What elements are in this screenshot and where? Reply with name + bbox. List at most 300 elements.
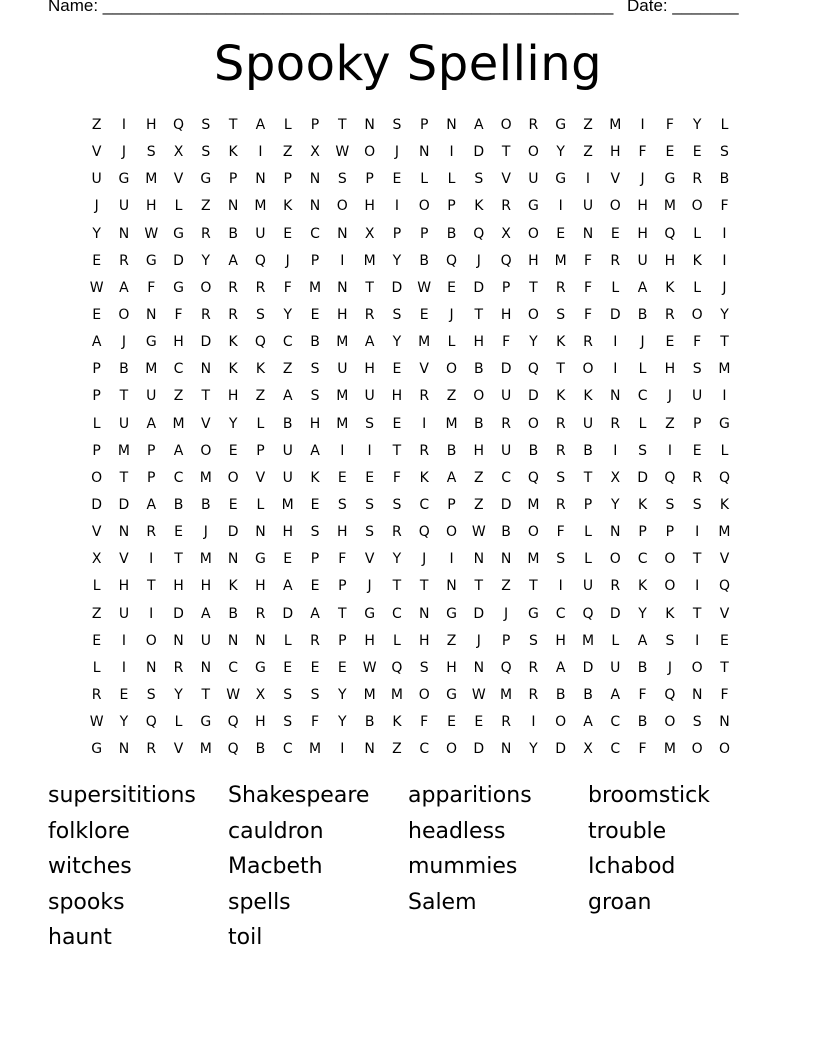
grid-letter: S bbox=[310, 686, 320, 703]
grid-letter: B bbox=[228, 225, 238, 242]
grid-letter: V bbox=[173, 741, 184, 758]
grid-letter: E bbox=[283, 659, 293, 676]
grid-letter: E bbox=[419, 306, 429, 323]
grid-letter: R bbox=[364, 306, 375, 323]
grid-letter: R bbox=[610, 578, 621, 595]
grid-letter: N bbox=[200, 361, 212, 378]
grid-letter: O bbox=[473, 388, 485, 405]
grid-letter: W bbox=[89, 714, 104, 731]
word-search-grid bbox=[83, 114, 738, 765]
grid-letter: A bbox=[91, 334, 102, 351]
grid-letter: K bbox=[637, 578, 648, 595]
grid-letter: S bbox=[392, 117, 402, 133]
grid-letter: Q bbox=[254, 334, 266, 351]
grid-letter: P bbox=[310, 551, 320, 568]
grid-letter: O bbox=[609, 198, 621, 215]
grid-letter: O bbox=[418, 686, 430, 703]
word-list-item: spells bbox=[228, 889, 291, 915]
grid-letter: E bbox=[392, 361, 402, 378]
grid-letter: P bbox=[92, 442, 101, 459]
grid-letter: H bbox=[664, 252, 676, 269]
word-list-item: groan bbox=[588, 889, 652, 915]
grid-letter: T bbox=[529, 578, 538, 595]
grid-letter: N bbox=[227, 632, 239, 649]
grid-letter: R bbox=[146, 741, 157, 758]
grid-letter: V bbox=[201, 415, 211, 432]
grid-letter: Z bbox=[665, 415, 675, 432]
grid-letter: Z bbox=[392, 741, 402, 758]
grid-letter: U bbox=[692, 388, 703, 405]
grid-letter: R bbox=[173, 659, 184, 676]
grid-letter: J bbox=[667, 659, 672, 676]
grid-letter: D bbox=[473, 741, 485, 758]
grid-letter: I bbox=[258, 144, 263, 161]
word-list-item: toil bbox=[228, 925, 263, 950]
grid-letter: R bbox=[419, 388, 430, 405]
grid-letter: F bbox=[174, 306, 183, 323]
grid-letter: N bbox=[691, 686, 703, 703]
grid-letter: B bbox=[474, 361, 484, 378]
grid-letter: D bbox=[227, 524, 239, 541]
grid-letter: W bbox=[362, 659, 377, 676]
grid-letter: O bbox=[118, 306, 130, 323]
grid-letter: M bbox=[718, 524, 731, 541]
grid-letter: T bbox=[119, 469, 129, 486]
grid-letter: C bbox=[610, 741, 621, 758]
grid-letter: O bbox=[527, 415, 539, 432]
grid-letter: S bbox=[392, 306, 402, 323]
grid-letter: P bbox=[501, 279, 511, 296]
grid-letter: J bbox=[476, 252, 481, 269]
grid-letter: X bbox=[583, 741, 593, 758]
grid-letter: M bbox=[199, 741, 212, 758]
grid-letter: S bbox=[365, 415, 375, 432]
grid-letter: D bbox=[118, 496, 130, 513]
grid-letter: I bbox=[149, 551, 154, 568]
grid-letter: G bbox=[527, 605, 539, 622]
grid-letter: X bbox=[310, 144, 320, 161]
grid-letter: H bbox=[418, 632, 430, 649]
word-list-item: folklore bbox=[48, 818, 130, 844]
grid-letter: I bbox=[667, 442, 672, 459]
grid-letter: G bbox=[664, 171, 676, 188]
grid-letter: Q bbox=[718, 469, 730, 486]
grid-letter: B bbox=[637, 714, 648, 731]
grid-letter: M bbox=[145, 171, 158, 188]
grid-letter: M bbox=[281, 496, 294, 513]
grid-letter: R bbox=[146, 524, 157, 541]
grid-letter: L bbox=[693, 279, 702, 296]
grid-letter: L bbox=[720, 117, 729, 133]
grid-letter: S bbox=[474, 171, 484, 188]
grid-letter: T bbox=[720, 334, 729, 351]
grid-letter: C bbox=[501, 469, 511, 486]
grid-letter: M bbox=[363, 686, 376, 703]
grid-letter: B bbox=[446, 225, 457, 242]
grid-letter: L bbox=[174, 714, 183, 731]
grid-letter: B bbox=[637, 659, 648, 676]
word-list-item: Shakespeare bbox=[228, 783, 370, 808]
grid-letter: L bbox=[611, 632, 620, 649]
grid-letter: S bbox=[310, 524, 320, 541]
grid-letter: G bbox=[527, 198, 539, 215]
grid-letter: A bbox=[446, 469, 457, 486]
grid-letter: G bbox=[255, 551, 266, 568]
grid-letter: P bbox=[92, 361, 101, 378]
grid-letter: M bbox=[117, 442, 130, 459]
grid-letter: S bbox=[556, 306, 566, 323]
word-list-item: haunt bbox=[48, 925, 112, 950]
grid-letter: O bbox=[582, 361, 594, 378]
grid-letter: T bbox=[174, 551, 183, 568]
grid-letter: L bbox=[447, 171, 456, 188]
grid-letter: U bbox=[528, 171, 539, 188]
grid-letter: D bbox=[473, 605, 485, 622]
grid-letter: V bbox=[173, 171, 184, 188]
grid-letter: Y bbox=[338, 714, 347, 731]
grid-letter: I bbox=[394, 198, 399, 215]
grid-letter: U bbox=[146, 388, 157, 405]
grid-letter: R bbox=[555, 496, 566, 513]
grid-letter: G bbox=[91, 741, 103, 758]
grid-letter: H bbox=[528, 252, 539, 269]
grid-letter: M bbox=[609, 117, 622, 133]
grid-letter: Z bbox=[173, 388, 184, 405]
grid-letter: U bbox=[118, 415, 130, 432]
word-list-item: trouble bbox=[588, 818, 667, 844]
grid-letter: B bbox=[282, 415, 293, 432]
grid-letter: Y bbox=[201, 252, 211, 269]
grid-letter: N bbox=[446, 578, 457, 595]
grid-letter: L bbox=[92, 578, 101, 595]
grid-letter: W bbox=[471, 686, 486, 703]
grid-letter: B bbox=[583, 686, 593, 703]
grid-letter: K bbox=[228, 578, 238, 595]
grid-letter: D bbox=[528, 388, 539, 405]
grid-letter: F bbox=[720, 686, 729, 703]
grid-letter: M bbox=[308, 279, 322, 296]
grid-letter: V bbox=[419, 361, 429, 378]
grid-letter: Z bbox=[446, 632, 457, 649]
grid-letter: O bbox=[445, 361, 458, 378]
grid-letter: Y bbox=[119, 714, 129, 731]
grid-letter: I bbox=[695, 524, 700, 541]
grid-letter: E bbox=[310, 496, 320, 513]
grid-letter: U bbox=[610, 659, 621, 676]
grid-letter: O bbox=[664, 714, 676, 731]
grid-letter: H bbox=[118, 578, 130, 595]
grid-letter: S bbox=[419, 659, 429, 676]
word-list-item: headless bbox=[408, 818, 506, 844]
grid-letter: S bbox=[556, 469, 566, 486]
grid-letter: V bbox=[91, 524, 102, 541]
grid-letter: B bbox=[446, 442, 457, 459]
grid-letter: O bbox=[336, 198, 348, 215]
grid-letter: B bbox=[255, 741, 266, 758]
grid-letter: C bbox=[228, 659, 239, 676]
grid-letter: G bbox=[145, 252, 157, 269]
grid-letter: A bbox=[583, 714, 593, 731]
grid-letter: O bbox=[445, 741, 458, 758]
grid-letter: M bbox=[199, 469, 212, 486]
grid-letter: D bbox=[391, 279, 403, 296]
grid-letter: H bbox=[200, 578, 212, 595]
grid-letter: U bbox=[500, 442, 512, 459]
grid-letter: H bbox=[664, 361, 676, 378]
grid-letter: O bbox=[200, 279, 212, 296]
grid-letter: K bbox=[310, 469, 320, 486]
grid-letter: G bbox=[364, 605, 376, 622]
word-list-item: cauldron bbox=[228, 818, 324, 844]
grid-letter: E bbox=[92, 306, 102, 323]
grid-letter: N bbox=[146, 306, 157, 323]
grid-letter: H bbox=[282, 524, 293, 541]
word-list-item: Ichabod bbox=[588, 854, 676, 879]
grid-letter: Y bbox=[174, 686, 183, 703]
grid-letter: N bbox=[227, 198, 239, 215]
grid-letter: S bbox=[310, 388, 320, 405]
grid-letter: B bbox=[501, 524, 511, 541]
grid-letter: H bbox=[173, 578, 184, 595]
grid-letter: L bbox=[447, 334, 456, 351]
grid-letter: B bbox=[119, 361, 129, 378]
grid-letter: A bbox=[282, 578, 293, 595]
grid-letter: E bbox=[365, 469, 375, 486]
grid-letter: K bbox=[719, 496, 730, 513]
grid-letter: K bbox=[665, 605, 675, 622]
grid-letter: K bbox=[228, 361, 238, 378]
grid-letter: F bbox=[638, 686, 647, 703]
grid-letter: O bbox=[91, 469, 103, 486]
grid-letter: E bbox=[92, 632, 102, 649]
grid-letter: A bbox=[555, 659, 566, 676]
grid-letter: E bbox=[474, 714, 484, 731]
grid-letter: Z bbox=[501, 578, 511, 595]
grid-letter: T bbox=[419, 578, 429, 595]
grid-letter: X bbox=[610, 469, 621, 486]
grid-letter: L bbox=[584, 551, 592, 568]
grid-letter: R bbox=[692, 171, 703, 188]
grid-letter: R bbox=[555, 442, 566, 459]
grid-letter: T bbox=[692, 551, 702, 568]
grid-letter: T bbox=[392, 578, 402, 595]
grid-letter: O bbox=[527, 144, 539, 161]
grid-letter: E bbox=[692, 442, 702, 459]
grid-letter: M bbox=[527, 496, 540, 513]
grid-letter: T bbox=[501, 144, 511, 161]
grid-letter: W bbox=[226, 686, 241, 703]
grid-letter: M bbox=[145, 361, 158, 378]
grid-letter: R bbox=[501, 415, 511, 432]
grid-letter: E bbox=[228, 442, 238, 459]
grid-letter: T bbox=[392, 442, 402, 459]
grid-letter: A bbox=[364, 334, 375, 351]
grid-letter: V bbox=[91, 144, 102, 161]
grid-letter: H bbox=[610, 144, 621, 161]
grid-letter: N bbox=[309, 171, 321, 188]
grid-letter: U bbox=[582, 415, 594, 432]
grid-letter: Z bbox=[474, 469, 484, 486]
grid-letter: P bbox=[365, 171, 374, 188]
grid-letter: F bbox=[556, 524, 565, 541]
grid-letter: I bbox=[340, 442, 345, 459]
grid-letter: D bbox=[609, 306, 621, 323]
grid-letter: O bbox=[418, 198, 430, 215]
grid-letter: I bbox=[613, 361, 618, 378]
word-list-item: broomstick bbox=[588, 783, 710, 808]
grid-letter: L bbox=[584, 524, 592, 541]
grid-letter: J bbox=[94, 198, 99, 215]
grid-letter: A bbox=[637, 279, 648, 296]
grid-letter: V bbox=[719, 605, 730, 622]
grid-letter: R bbox=[119, 252, 129, 269]
grid-letter: T bbox=[146, 578, 156, 595]
grid-letter: I bbox=[121, 632, 127, 649]
grid-letter: N bbox=[610, 524, 621, 541]
grid-letter: W bbox=[417, 279, 432, 296]
grid-letter: M bbox=[445, 415, 458, 432]
grid-letter: H bbox=[337, 306, 348, 323]
grid-letter: P bbox=[92, 388, 101, 405]
grid-letter: S bbox=[665, 496, 675, 513]
grid-letter: I bbox=[640, 117, 645, 133]
grid-letter: D bbox=[200, 334, 212, 351]
grid-letter: V bbox=[364, 551, 375, 568]
grid-letter: C bbox=[637, 551, 648, 568]
grid-letter: R bbox=[228, 279, 238, 296]
grid-letter: R bbox=[501, 198, 511, 215]
grid-letter: S bbox=[365, 524, 375, 541]
grid-letter: I bbox=[722, 252, 727, 269]
grid-letter: E bbox=[337, 469, 347, 486]
grid-letter: T bbox=[338, 605, 347, 622]
grid-letter: D bbox=[609, 605, 621, 622]
grid-letter: R bbox=[692, 469, 703, 486]
grid-letter: A bbox=[610, 686, 621, 703]
grid-letter: C bbox=[282, 334, 293, 351]
grid-letter: H bbox=[364, 198, 375, 215]
grid-letter: O bbox=[527, 225, 539, 242]
grid-letter: F bbox=[693, 334, 702, 351]
grid-letter: J bbox=[285, 252, 290, 269]
grid-letter: Z bbox=[282, 361, 293, 378]
grid-letter: N bbox=[719, 714, 730, 731]
word-list-item: Salem bbox=[408, 889, 477, 915]
grid-letter: F bbox=[583, 306, 593, 323]
grid-letter: N bbox=[446, 117, 457, 133]
grid-letter: O bbox=[445, 524, 458, 541]
grid-letter: E bbox=[692, 144, 702, 161]
grid-letter: R bbox=[392, 524, 402, 541]
grid-letter: B bbox=[719, 171, 730, 188]
grid-letter: H bbox=[637, 198, 648, 215]
grid-letter: S bbox=[310, 361, 320, 378]
grid-letter: I bbox=[695, 632, 700, 649]
grid-letter: N bbox=[500, 551, 512, 568]
grid-letter: H bbox=[337, 524, 348, 541]
grid-letter: W bbox=[89, 279, 104, 296]
grid-letter: J bbox=[640, 171, 645, 188]
grid-letter: I bbox=[558, 578, 563, 595]
grid-letter: D bbox=[500, 361, 512, 378]
grid-letter: E bbox=[310, 306, 320, 323]
grid-letter: P bbox=[310, 252, 320, 269]
grid-letter: G bbox=[118, 171, 130, 188]
grid-letter: I bbox=[449, 144, 454, 161]
grid-letter: N bbox=[364, 741, 375, 758]
grid-letter: A bbox=[119, 279, 129, 296]
grid-letter: H bbox=[500, 306, 512, 323]
grid-letter: J bbox=[476, 632, 481, 649]
grid-letter: M bbox=[663, 741, 676, 758]
grid-letter: Y bbox=[529, 741, 538, 758]
grid-letter: P bbox=[665, 524, 675, 541]
grid-letter: A bbox=[255, 117, 266, 133]
grid-letter: R bbox=[583, 334, 593, 351]
grid-letter: S bbox=[556, 551, 566, 568]
grid-letter: J bbox=[121, 334, 127, 351]
grid-letter: X bbox=[173, 144, 184, 161]
grid-letter: M bbox=[336, 415, 349, 432]
grid-letter: B bbox=[474, 415, 484, 432]
grid-letter: K bbox=[228, 144, 238, 161]
grid-letter: U bbox=[282, 469, 293, 486]
grid-letter: M bbox=[581, 632, 595, 649]
grid-letter: D bbox=[282, 605, 294, 622]
grid-letter: K bbox=[665, 279, 675, 296]
grid-letter: O bbox=[691, 659, 703, 676]
grid-letter: Y bbox=[92, 225, 101, 242]
grid-letter: K bbox=[692, 252, 702, 269]
grid-letter: Z bbox=[583, 144, 593, 161]
grid-letter: J bbox=[121, 144, 127, 161]
grid-letter: G bbox=[173, 225, 184, 242]
grid-letter: E bbox=[92, 252, 102, 269]
grid-letter: C bbox=[555, 605, 566, 622]
grid-letter: N bbox=[309, 198, 321, 215]
grid-letter: F bbox=[720, 198, 729, 215]
grid-letter: Z bbox=[201, 198, 211, 215]
grid-letter: J bbox=[394, 144, 399, 161]
grid-letter: A bbox=[146, 496, 157, 513]
grid-letter: R bbox=[91, 686, 102, 703]
grid-letter: R bbox=[528, 117, 539, 133]
grid-letter: R bbox=[610, 415, 621, 432]
grid-letter: D bbox=[173, 605, 184, 622]
grid-letter: E bbox=[283, 225, 293, 242]
grid-letter: O bbox=[527, 306, 539, 323]
grid-letter: I bbox=[722, 225, 727, 242]
grid-letter: K bbox=[556, 334, 566, 351]
grid-letter: L bbox=[720, 442, 729, 459]
grid-letter: I bbox=[613, 334, 618, 351]
grid-letter: P bbox=[283, 171, 292, 188]
grid-letter: S bbox=[337, 171, 347, 188]
grid-letter: Y bbox=[338, 686, 347, 703]
grid-letter: G bbox=[446, 686, 457, 703]
grid-letter: F bbox=[638, 741, 647, 758]
grid-letter: U bbox=[337, 361, 348, 378]
grid-letter: D bbox=[473, 279, 485, 296]
grid-letter: Y bbox=[392, 334, 402, 351]
grid-letter: N bbox=[473, 659, 485, 676]
grid-letter: B bbox=[555, 686, 566, 703]
grid-letter: Q bbox=[473, 225, 485, 242]
grid-letter: Y bbox=[611, 496, 620, 513]
word-list bbox=[48, 780, 768, 958]
grid-letter: H bbox=[145, 117, 157, 133]
grid-letter: E bbox=[119, 686, 129, 703]
